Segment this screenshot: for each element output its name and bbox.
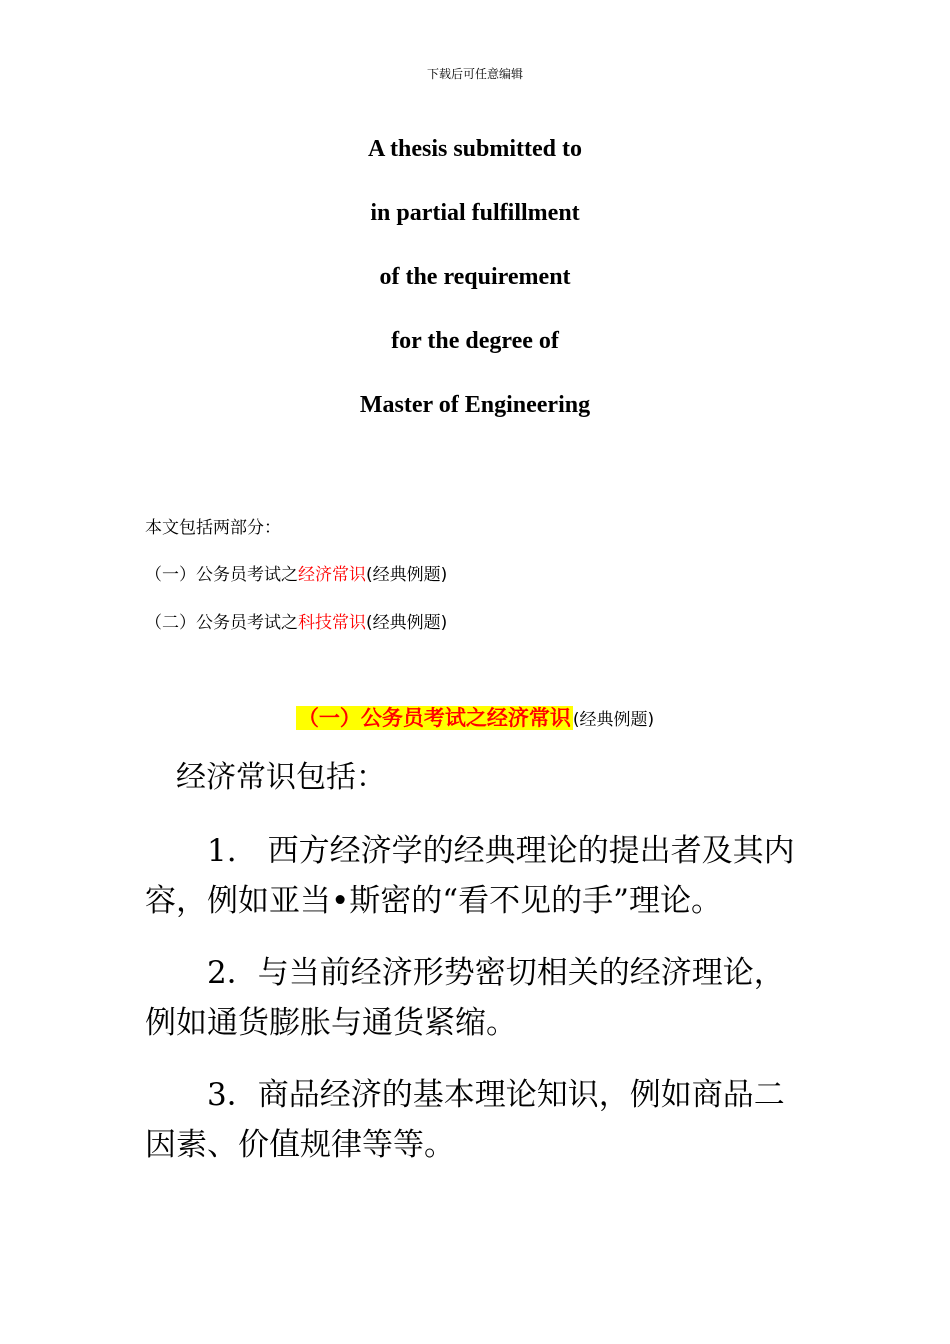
section-heading: [0, 705, 950, 733]
body-paragraph: 2．与当前经济形势密切相关的经济理论，例如通货膨胀与通货紧缩。: [145, 955, 785, 1041]
intro-item-technology: [145, 611, 447, 635]
intro-item-prefix: （一）公务员考试之: [145, 565, 298, 585]
intro-item-economics: [145, 563, 447, 587]
intro-item-prefix: （二）公务员考试之: [145, 613, 298, 633]
section-heading-highlight: （一）公务员考试之经济常识: [297, 706, 571, 730]
section-title: 经济常识包括：: [176, 760, 386, 795]
intro-lead: 本文包括两部分：: [145, 518, 281, 538]
intro-item-highlight: 经济常识: [298, 565, 366, 585]
thesis-line: for the degree of: [391, 328, 559, 354]
thesis-line: of the requirement: [379, 264, 571, 290]
section-heading-suffix: (经典例题): [572, 710, 655, 730]
thesis-line: Master of Engineering: [359, 392, 591, 418]
body-paragraph: 1. 西方经济学的经典理论的提出者及其内容，例如亚当•斯密的“看不见的手”理论。: [145, 833, 795, 919]
page-header-note: 下载后可任意编辑: [426, 67, 523, 81]
body-paragraph: 3．商品经济的基本理论知识，例如商品二因素、价值规律等等。: [145, 1077, 785, 1163]
intro-item-suffix: (经典例题): [366, 613, 448, 633]
intro-item-highlight: 科技常识: [298, 613, 366, 633]
intro-item-suffix: (经典例题): [366, 565, 448, 585]
thesis-line: A thesis submitted to: [367, 136, 583, 162]
thesis-line: in partial fulfillment: [370, 200, 580, 226]
